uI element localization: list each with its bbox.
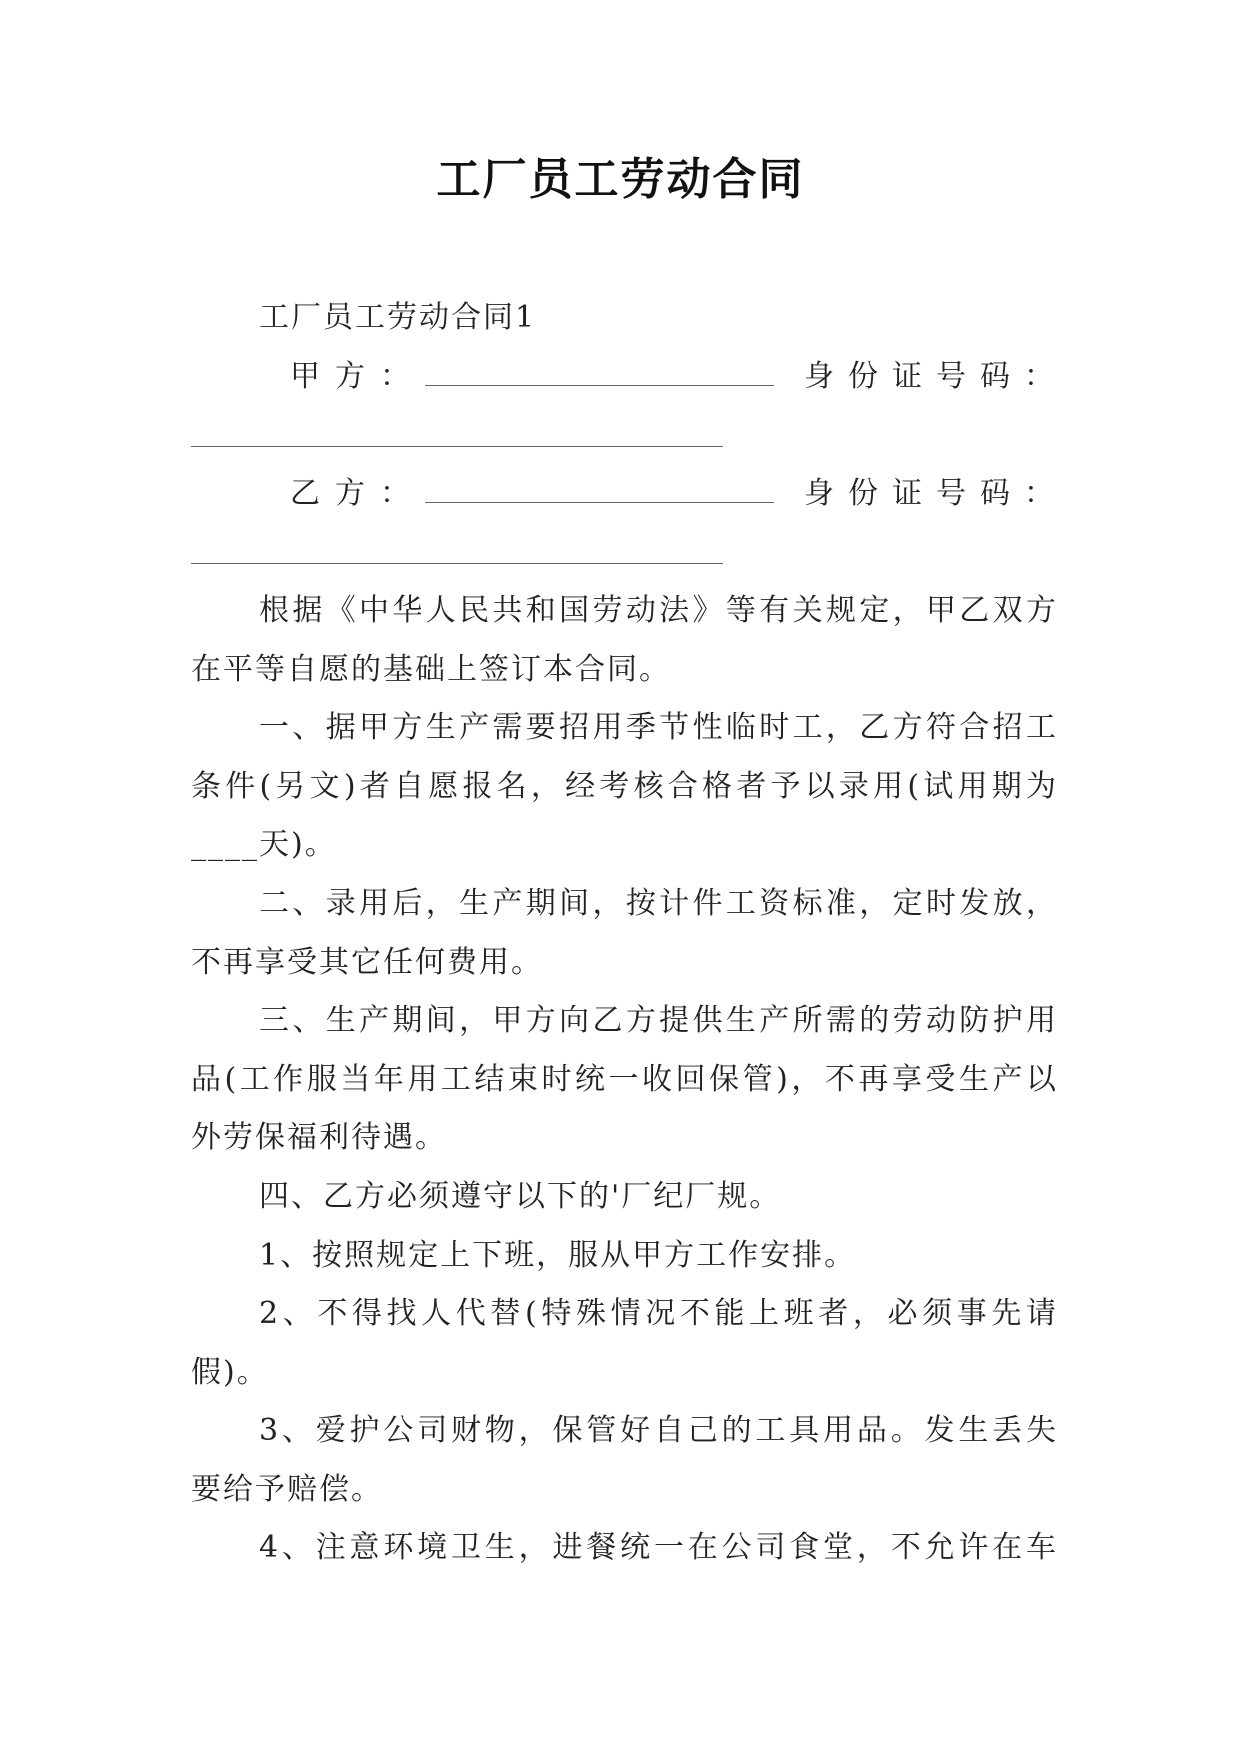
paragraph-line: 4、注意环境卫生，进餐统一在公司食堂，不允许在车: [259, 1530, 1058, 1566]
paragraph-clause-2: [191, 875, 1058, 992]
paragraph-clause-3: [191, 992, 1058, 1168]
paragraph-line: 根据《中华人民共和国劳动法》等有关规定，甲乙双方: [259, 592, 1058, 628]
paragraph-line: 在平等自愿的基础上签订本合同。: [191, 651, 671, 687]
paragraph-line: 二、录用后，生产期间，按计件工资标准，定时发放，: [259, 885, 1058, 921]
paragraph-rule-1: [191, 1227, 1058, 1286]
paragraph-preamble: [191, 582, 1058, 699]
paragraph-line: 3、爱护公司财物，保管好自己的工具用品。发生丢失: [259, 1413, 1058, 1449]
party-b-row: [191, 465, 1068, 524]
party-b-name-blank: [425, 478, 774, 503]
paragraph-clause-1: [191, 699, 1058, 875]
paragraph-line: ____天)。: [191, 827, 337, 863]
party-a-id-label: 身份证号码：: [804, 358, 1068, 394]
paragraph-line: 条件(另文)者自愿报名，经考核合格者予以录用(试用期为: [191, 768, 1058, 804]
party-a-label: 甲方：: [290, 358, 425, 394]
document-title: 工厂员工劳动合同: [436, 154, 805, 205]
party-a-row: [191, 348, 1068, 407]
paragraph-line: 1、按照规定上下班，服从甲方工作安排。: [259, 1237, 857, 1273]
paragraph-rule-2: [191, 1285, 1058, 1402]
party-a-name-blank: [425, 361, 774, 386]
paragraph-line: 不再享受其它任何费用。: [191, 944, 543, 980]
party-b-id-label: 身份证号码：: [804, 475, 1068, 511]
party-b-id-blank: [191, 563, 723, 564]
paragraph-line: 2、不得找人代替(特殊情况不能上班者，必须事先请: [259, 1296, 1058, 1332]
party-a-id-blank: [191, 446, 723, 447]
paragraph-line: 外劳保福利待遇。: [191, 1120, 447, 1156]
document-body: [191, 289, 1068, 1578]
paragraph-line: 品(工作服当年用工结束时统一收回保管)，不再享受生产以: [191, 1061, 1058, 1097]
paragraph-line: 四、乙方必须遵守以下的'厂纪厂规。: [259, 1178, 782, 1214]
paragraph-line: 假)。: [191, 1354, 269, 1390]
paragraph-line: 要给予赔偿。: [191, 1471, 383, 1507]
contract-subtitle: 工厂员工劳动合同1: [259, 300, 537, 335]
paragraph-clause-4: [191, 1168, 1058, 1227]
party-b-id-blank-row: [191, 523, 1058, 582]
party-b-label: 乙方：: [290, 475, 425, 511]
paragraph-line: 三、生产期间，甲方向乙方提供生产所需的劳动防护用: [259, 1003, 1058, 1039]
paragraph-rule-3: [191, 1402, 1058, 1519]
paragraph-rule-4: [191, 1519, 1058, 1578]
party-a-id-blank-row: [191, 406, 1058, 465]
paragraph-line: 一、据甲方生产需要招用季节性临时工，乙方符合招工: [259, 710, 1058, 746]
